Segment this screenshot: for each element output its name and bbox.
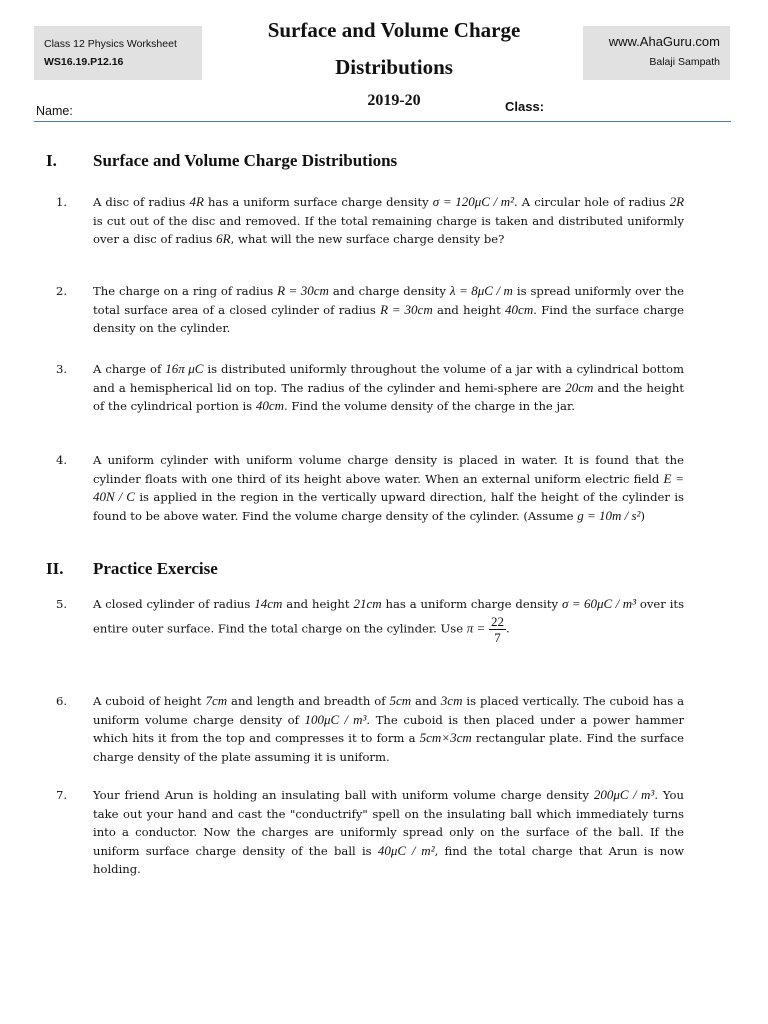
question-text: . <box>506 621 510 636</box>
math-expression: R = 30cm <box>277 283 329 298</box>
math-expression: 16π μC <box>165 361 204 376</box>
question-text: . A circular hole of radius <box>514 195 666 209</box>
name-label: Name: <box>36 104 73 118</box>
question-number: 4. <box>56 453 68 467</box>
worksheet-info-box <box>34 26 202 80</box>
math-expression: 6R <box>216 231 231 247</box>
math-expression: 40μC / m² <box>377 842 435 858</box>
math-expression: π = <box>466 620 486 636</box>
math-expression: 2R <box>669 194 685 209</box>
math-expression: 5cm×3cm <box>419 730 472 746</box>
math-expression: σ = 60μC / m³ <box>561 596 636 611</box>
question-text: A charge of <box>93 362 162 376</box>
math-expression: 20cm <box>565 379 594 395</box>
question-number: 1. <box>56 195 68 209</box>
math-expression: 40cm <box>505 301 534 317</box>
question-text: rectangular plate. Find the surface charge density of the plate assuming it is uniform. <box>93 731 684 764</box>
question-text: and <box>415 694 437 708</box>
worksheet-code: WS16.19.P12.16 <box>44 56 124 68</box>
question-text: Your friend Arun is holding an insulating ball with uniform volume charge density <box>93 788 589 802</box>
page-title-line2: Distributions <box>335 55 453 79</box>
worksheet-label: Class 12 Physics Worksheet <box>44 38 177 50</box>
publisher-box <box>583 26 730 80</box>
question-5 <box>93 595 684 645</box>
question-text: over its entire outer surface. Find the total charge on the cylinder. Use <box>93 597 685 636</box>
section-title: Practice Exercise <box>93 559 218 578</box>
question-text: A disc of radius <box>93 195 186 209</box>
math-expression: 14cm <box>254 596 283 611</box>
math-expression: σ = 120μC / m² <box>432 194 515 209</box>
question-2 <box>93 282 684 338</box>
question-6 <box>93 692 684 766</box>
question-number: 3. <box>56 362 68 376</box>
question-text: ) <box>640 508 645 523</box>
question-text: A uniform cylinder with uniform volume charge density is placed in water. It is found that the cylinder floats with one third of its height above water. When an external uniform electric field <box>93 453 684 486</box>
math-expression: 7cm <box>205 693 228 708</box>
question-number: 6. <box>56 694 68 708</box>
fraction <box>489 614 506 645</box>
math-expression: 5cm <box>389 693 412 708</box>
question-text: . Find the surface charge density on the cylinder. <box>93 302 684 336</box>
math-expression: R = 30cm <box>380 301 433 317</box>
question-text: , what will the new surface charge density be? <box>230 232 505 247</box>
header-divider <box>34 121 731 122</box>
author: Balaji Sampath <box>649 56 720 68</box>
question-text: is applied in the region in the vertically upward direction, half the height of the cylinder is found to be above water. Find the volume charge density of the cylinder. (Assume <box>93 490 684 523</box>
question-3 <box>93 360 684 416</box>
question-text: A closed cylinder of radius <box>93 597 251 611</box>
math-expression: 3cm <box>440 693 463 708</box>
question-text: , find the total charge that Arun is now holding. <box>93 843 685 877</box>
academic-year: 2019-20 <box>367 92 421 109</box>
section-number: II. <box>46 559 64 578</box>
math-expression: 200μC / m³ <box>593 787 655 802</box>
math-expression: 100μC / m³ <box>304 711 367 727</box>
section-title: Surface and Volume Charge Distributions <box>93 151 398 170</box>
question-text: A cuboid of height <box>93 694 202 708</box>
fraction-denominator: 7 <box>494 629 501 645</box>
math-expression: 40cm <box>255 398 284 414</box>
page-title-line1: Surface and Volume Charge <box>267 18 521 42</box>
question-text: and height <box>437 302 501 317</box>
question-text: . The cuboid is then placed under a power hammer which hits it from the top and compresses it to form a <box>93 712 685 746</box>
website: www.AhaGuru.com <box>608 34 720 49</box>
fraction-numerator: 22 <box>491 613 505 629</box>
question-text: is cut out of the disc and removed. If the total remaining charge is taken and distributed uniformly over a disc of radius <box>93 213 684 247</box>
question-text: is spread uniformly over the total surface area of a closed cylinder of radius <box>93 284 684 317</box>
question-1 <box>93 193 684 249</box>
question-text: has a uniform charge density <box>385 597 559 611</box>
question-text: and charge density <box>332 284 446 298</box>
math-expression: 21cm <box>353 596 382 611</box>
question-text: The charge on a ring of radius <box>93 284 274 298</box>
question-text: and length and breadth of <box>231 694 386 708</box>
question-text: and the height of the cylindrical portion is <box>93 380 685 414</box>
math-expression: g = 10m / s² <box>577 507 641 523</box>
class-label: Class: <box>505 99 545 114</box>
question-text: . You take out your hand and cast the "conductrify" spell on the insulating ball which immediately turns into a conductor. Now the charges are uniformly spread only on the surface of the ball. If the uniform surface charge density of the ball is <box>93 788 684 858</box>
section-number: I. <box>46 151 57 170</box>
question-text: and height <box>286 597 350 611</box>
question-text: is distributed uniformly throughout the volume of a jar with a cylindrical bottom and a hemispherical lid on top. The radius of the cylinder and hemi-sphere are <box>93 362 685 395</box>
question-number: 7. <box>56 788 68 802</box>
question-text: has a uniform surface charge density <box>207 195 429 209</box>
question-7 <box>93 786 684 879</box>
question-text: is placed vertically. The cuboid has a uniform volume charge density of <box>93 694 685 727</box>
question-4 <box>93 451 684 525</box>
math-expression: 4R <box>189 194 204 209</box>
question-number: 5. <box>56 597 68 611</box>
math-expression: E = 40N / C <box>93 470 685 505</box>
question-text: . Find the volume density of the charge in the jar. <box>284 399 575 414</box>
question-number: 2. <box>56 284 68 298</box>
math-expression: λ = 8μC / m <box>449 283 513 298</box>
